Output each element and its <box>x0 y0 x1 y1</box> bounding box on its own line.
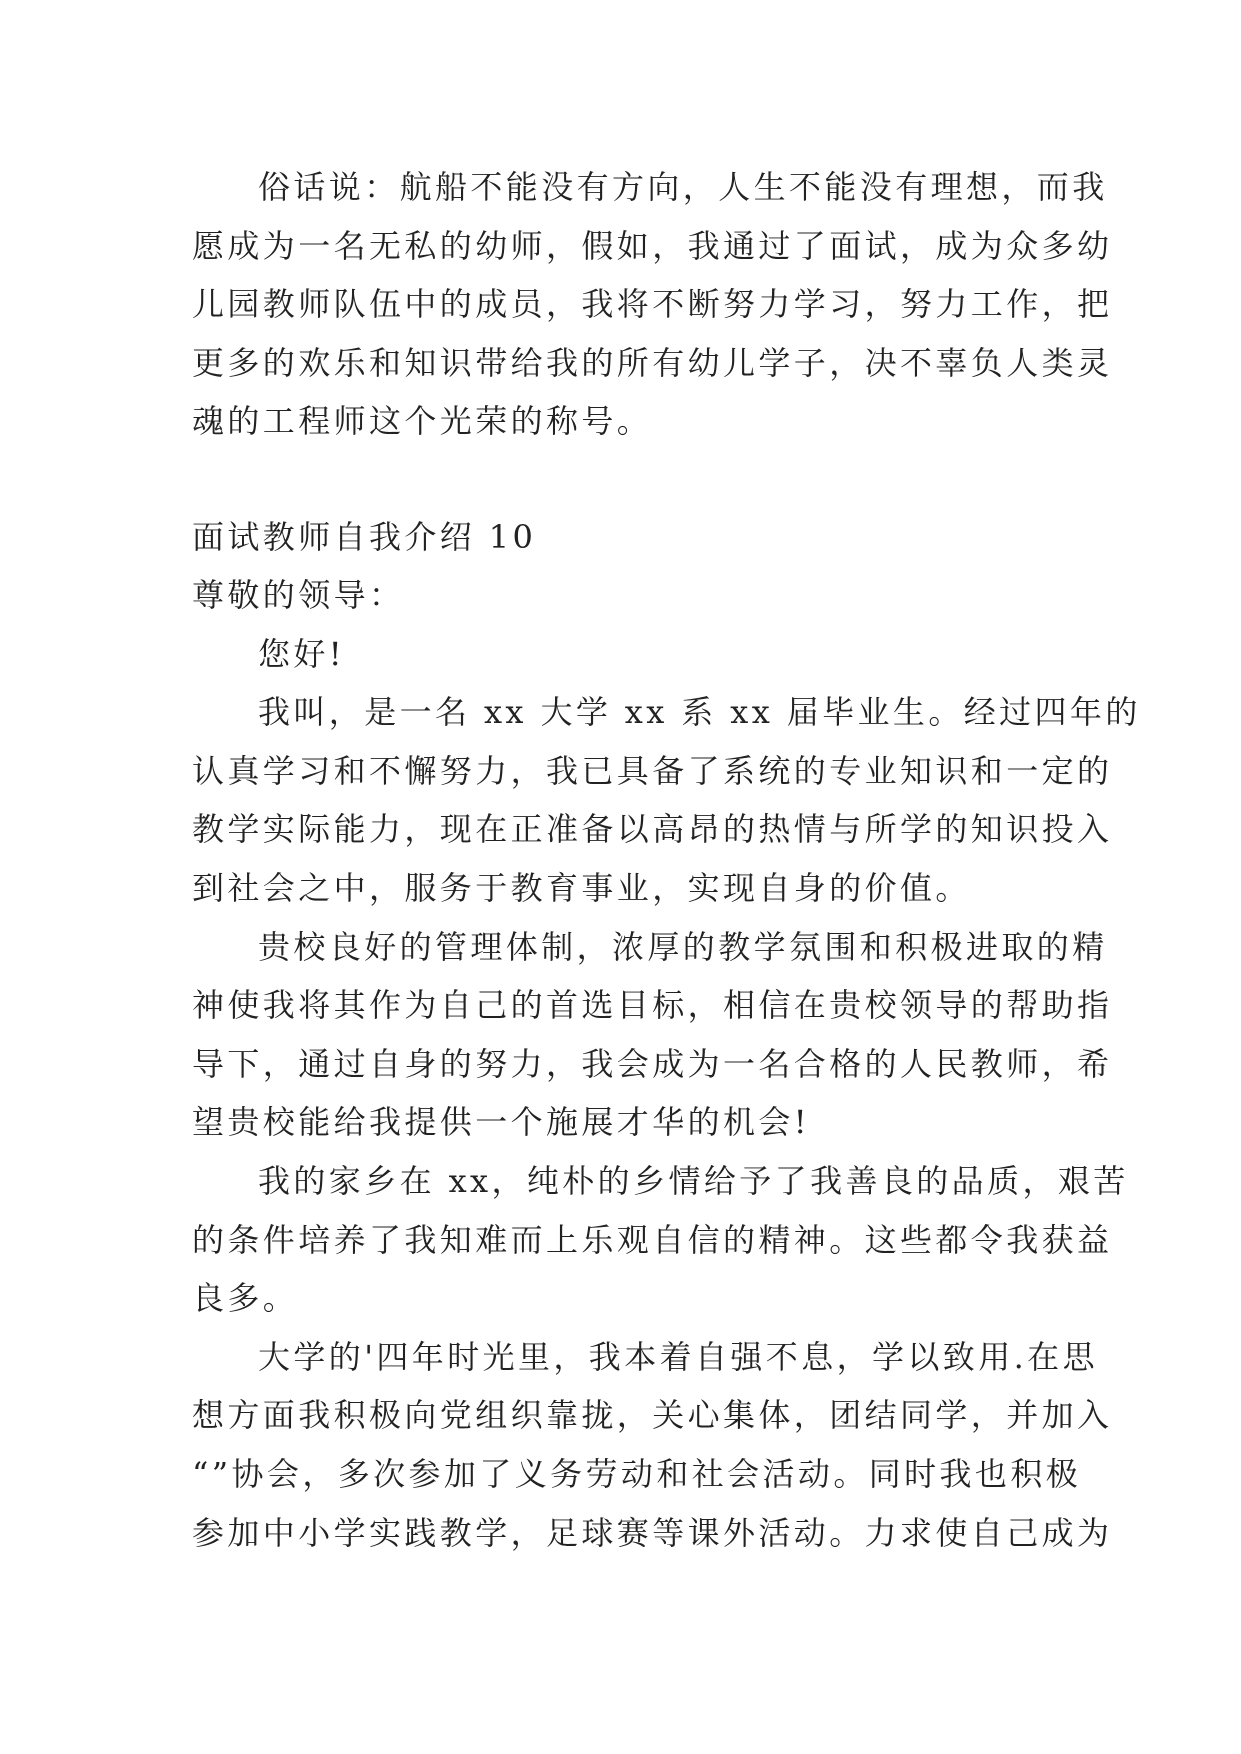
paragraph-line: 大学的'四年时光里，我本着自强不息，学以致用.在思 <box>258 1337 1098 1376</box>
greeting: 您好! <box>258 634 346 673</box>
paragraph-line: 魂的工程师这个光荣的称号。 <box>192 402 653 441</box>
paragraph-line: 导下，通过自身的努力，我会成为一名合格的人民教师，希 <box>192 1044 1113 1083</box>
paragraph-line: 愿成为一名无私的幼师，假如，我通过了面试，成为众多幼 <box>192 226 1113 265</box>
section-title: 面试教师自我介绍 10 <box>192 518 537 556</box>
paragraph-line: 参加中小学实践教学，足球赛等课外活动。力求使自己成为 <box>192 1513 1113 1552</box>
paragraph-line: 我叫，是一名 xx 大学 xx 系 xx 届毕业生。经过四年的 <box>258 693 1141 732</box>
paragraph-line: 儿园教师队伍中的成员，我将不断努力学习，努力工作，把 <box>192 285 1113 324</box>
paragraph-line: 良多。 <box>192 1279 299 1318</box>
paragraph-ideal <box>192 158 1113 451</box>
paragraph-line: 到社会之中，服务于教育事业，实现自身的价值。 <box>192 868 971 907</box>
paragraph-line: “”协会，多次参加了义务劳动和社会活动。同时我也积极 <box>192 1454 1082 1493</box>
salutation: 尊敬的领导： <box>192 576 405 614</box>
paragraph-line: 认真学习和不懈努力，我已具备了系统的专业知识和一定的 <box>192 751 1113 790</box>
paragraph-line: 更多的欢乐和知识带给我的所有幼儿学子，决不辜负人类灵 <box>192 343 1113 382</box>
section-heading <box>192 508 1050 567</box>
paragraph-line: 俗话说：航船不能没有方向，人生不能没有理想，而我 <box>258 168 1108 206</box>
paragraph-line: 望贵校能给我提供一个施展才华的机会! <box>192 1103 811 1142</box>
paragraph-line: 教学实际能力，现在正准备以高昂的热情与所学的知识投入 <box>192 810 1113 849</box>
paragraph-line: 的条件培养了我知难而上乐观自信的精神。这些都令我获益 <box>192 1220 1113 1259</box>
paragraph-line: 贵校良好的管理体制，浓厚的教学氛围和积极进取的精 <box>258 927 1108 966</box>
paragraph-line: 想方面我积极向党组织靠拢，关心集体，团结同学，并加入 <box>192 1396 1113 1435</box>
paragraph-line: 神使我将其作为自己的首选目标，相信在贵校领导的帮助指 <box>192 986 1113 1025</box>
letter-body <box>192 566 1141 1562</box>
paragraph-line: 我的家乡在 xx，纯朴的乡情给予了我善良的品质，艰苦 <box>258 1161 1129 1200</box>
